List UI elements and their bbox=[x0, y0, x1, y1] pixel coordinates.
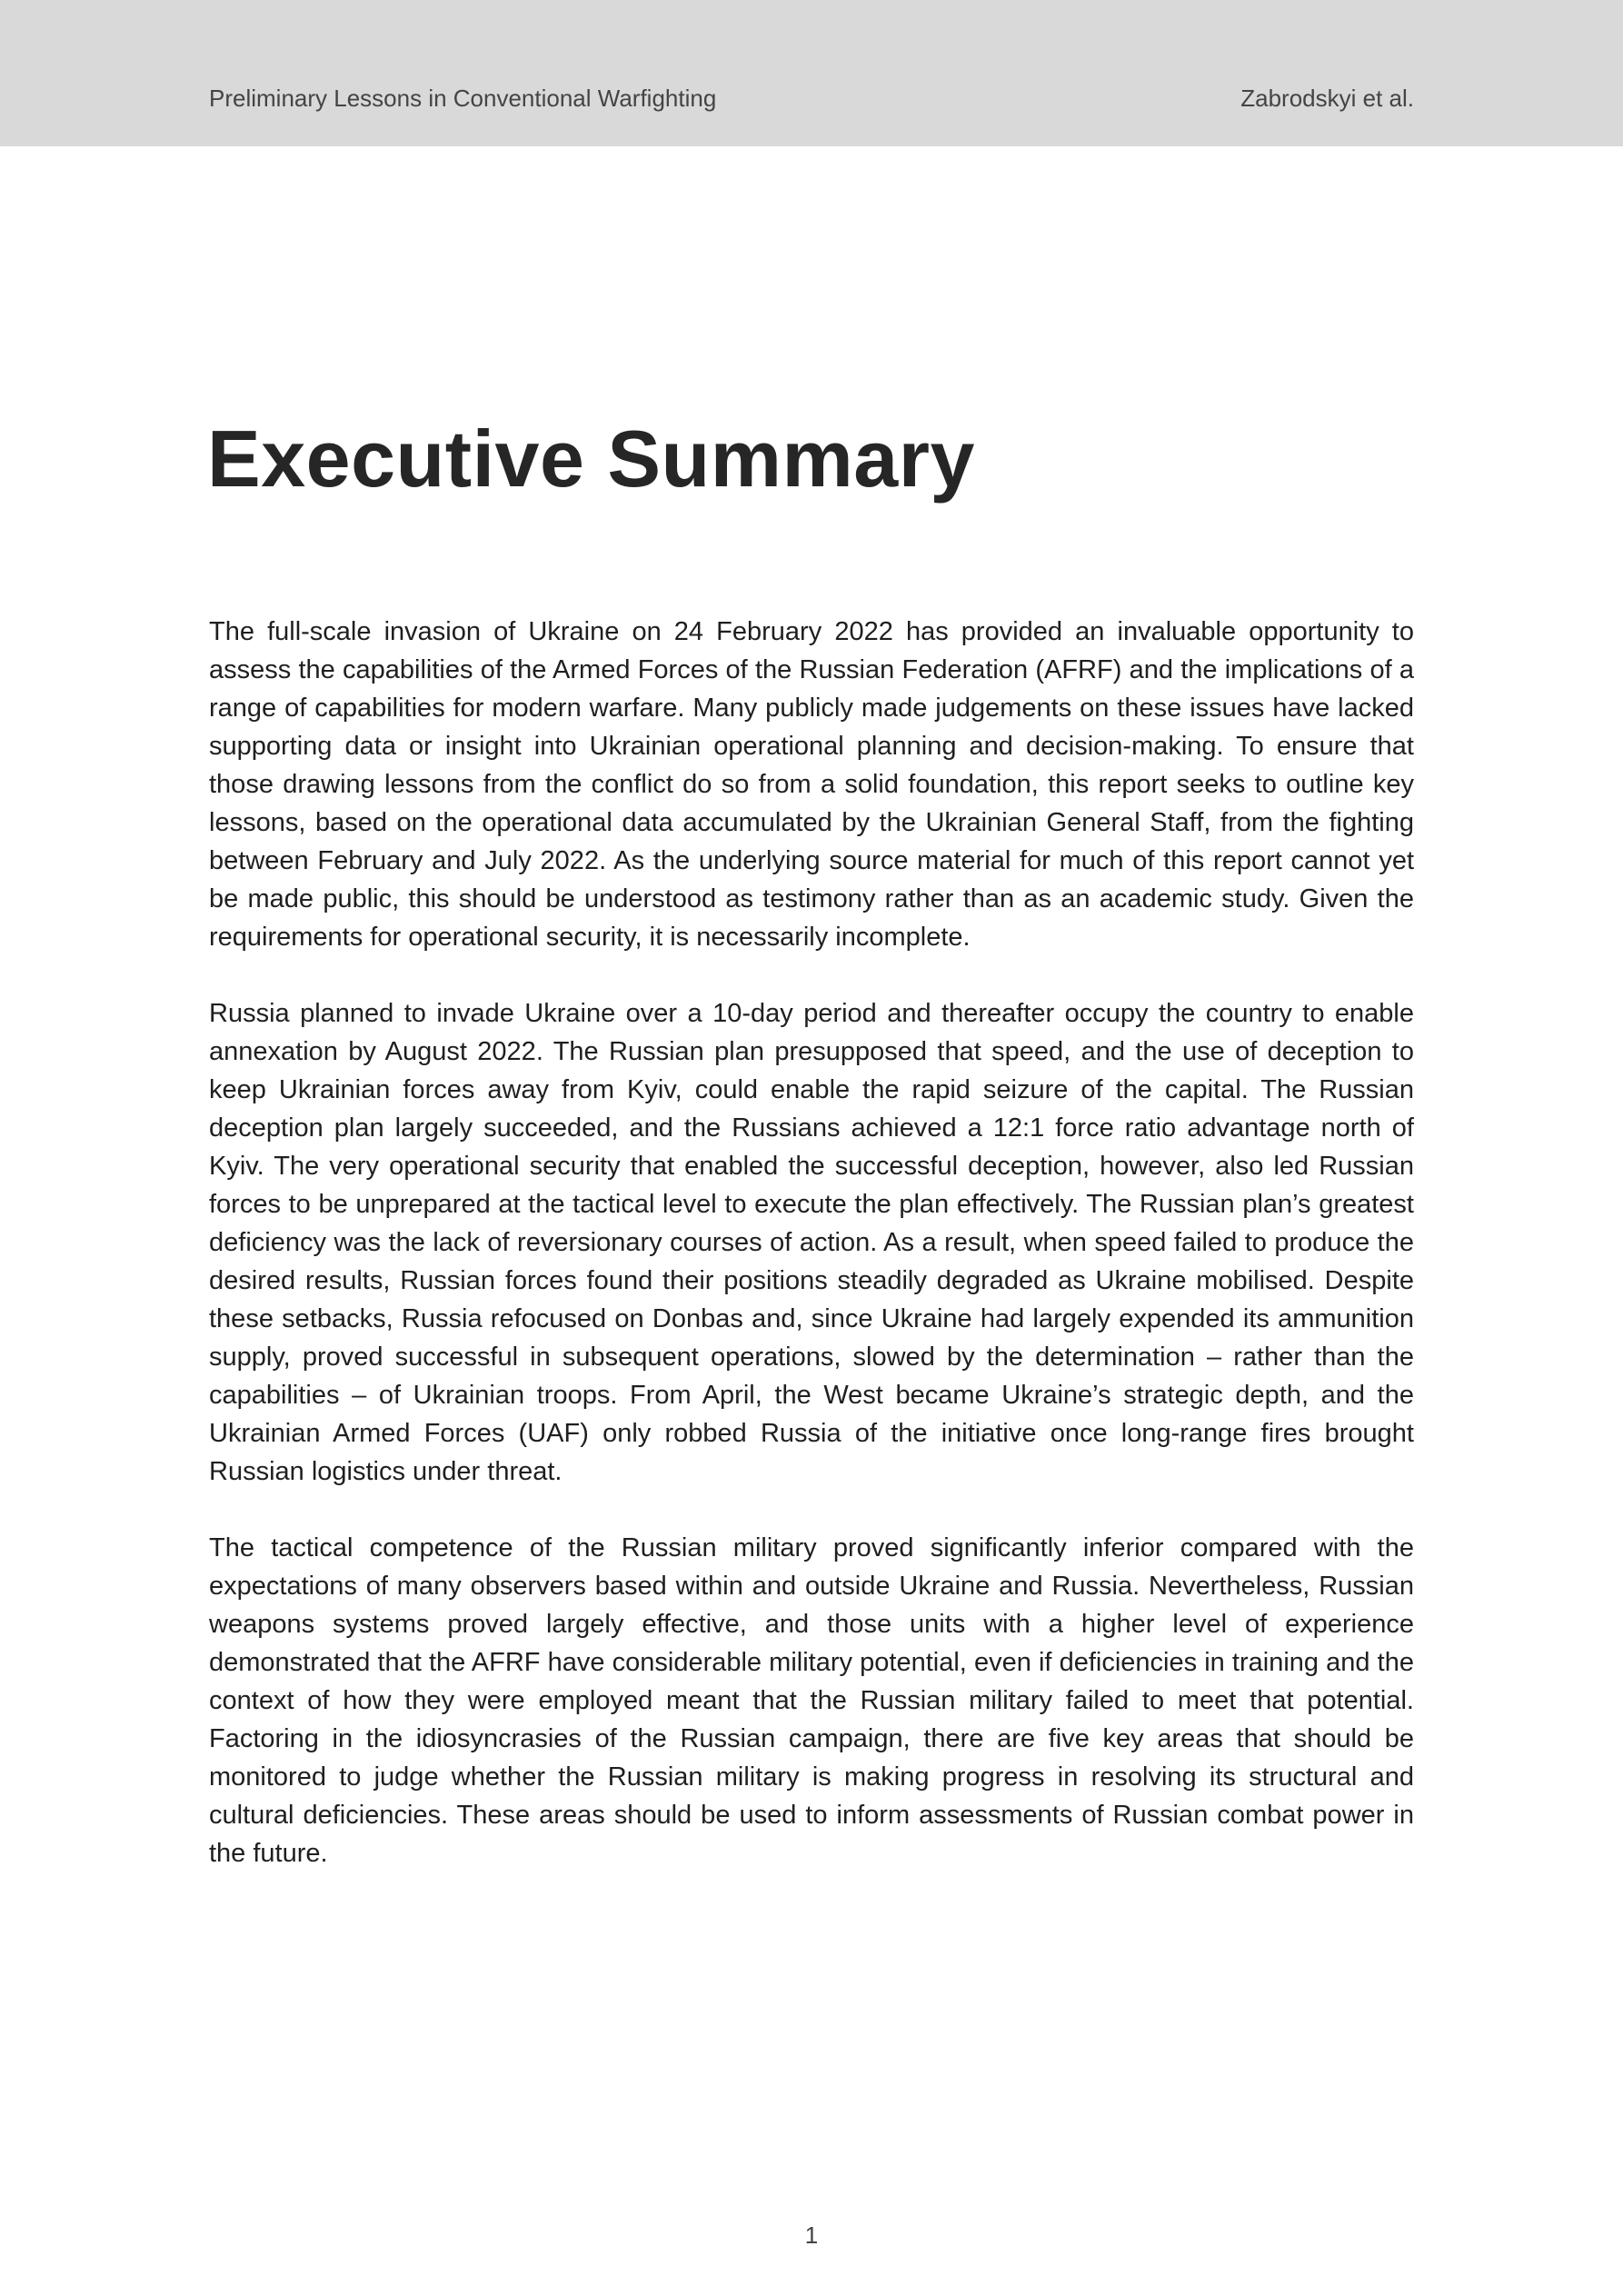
paragraph-3: The tactical competence of the Russian military proved significantly inferior compared with the expectations of many observers based within and outside Ukraine and Russia. Nevertheless, Russian weapons systems proved largely effective, and those units with a higher level of experience demonstrated that the AFRF have considerable military potential, even if deficiencies in training and the context of how they were employed meant that the Russian military failed to meet that potential. Factoring in the idiosyncrasies of the Russian campaign, there are five key areas that should be monitored to judge whether the Russian military is making progress in resolving its structural and cultural deficiencies. These areas should be used to inform assessments of Russian combat power in the future. bbox=[209, 1533, 1414, 1868]
body-text bbox=[209, 613, 1414, 1911]
page-number: 1 bbox=[804, 2221, 819, 2249]
running-header-title: Preliminary Lessons in Conventional Warfighting bbox=[209, 85, 717, 112]
running-header-authors: Zabrodskyi et al. bbox=[1240, 85, 1414, 112]
paragraph-1: The full-scale invasion of Ukraine on 24 February 2022 has provided an invaluable opportunity to assess the capabilities of the Armed Forces of the Russian Federation (AFRF) and the implications of a range of capabilities for modern warfare. Many publicly made judgements on these issues have lacked supporting data or insight into Ukrainian operational planning and decision-making. To ensure that those drawing lessons from the conflict do so from a solid foundation, this report seeks to outline key lessons, based on the operational data accumulated by the Ukrainian General Staff, from the fighting between February and July 2022. As the underlying source material for much of this report cannot yet be made public, this should be understood as testimony rather than as an academic study. Given the requirements for operational security, it is necessarily incomplete. bbox=[209, 617, 1414, 952]
page-title: Executive Summary bbox=[207, 414, 975, 504]
running-header bbox=[0, 0, 1623, 146]
paragraph-2: Russia planned to invade Ukraine over a 10-day period and thereafter occupy the country to enable annexation by August 2022. The Russian plan presupposed that speed, and the use of deception to keep Ukrainian forces away from Kyiv, could enable the rapid seizure of the capital. The Russian deception plan largely succeeded, and the Russians achieved a 12:1 force ratio advantage north of Kyiv. The very operational security that enabled the successful deception, however, also led Russian forces to be unprepared at the tactical level to execute the plan effectively. The Russian plan’s greatest deficiency was the lack of reversionary courses of action. As a result, when speed failed to produce the desired results, Russian forces found their positions steadily degraded as Ukraine mobilised. Despite these setbacks, Russia refocused on Donbas and, since Ukraine had largely expended its ammunition supply, proved successful in subsequent operations, slowed by the determination – rather than the capabilities – of Ukrainian troops. From April, the West became Ukraine’s strategic depth, and the Ukrainian Armed Forces (UAF) only robbed Russia of the initiative once long-range fires brought Russian logistics under threat. bbox=[209, 999, 1414, 1486]
